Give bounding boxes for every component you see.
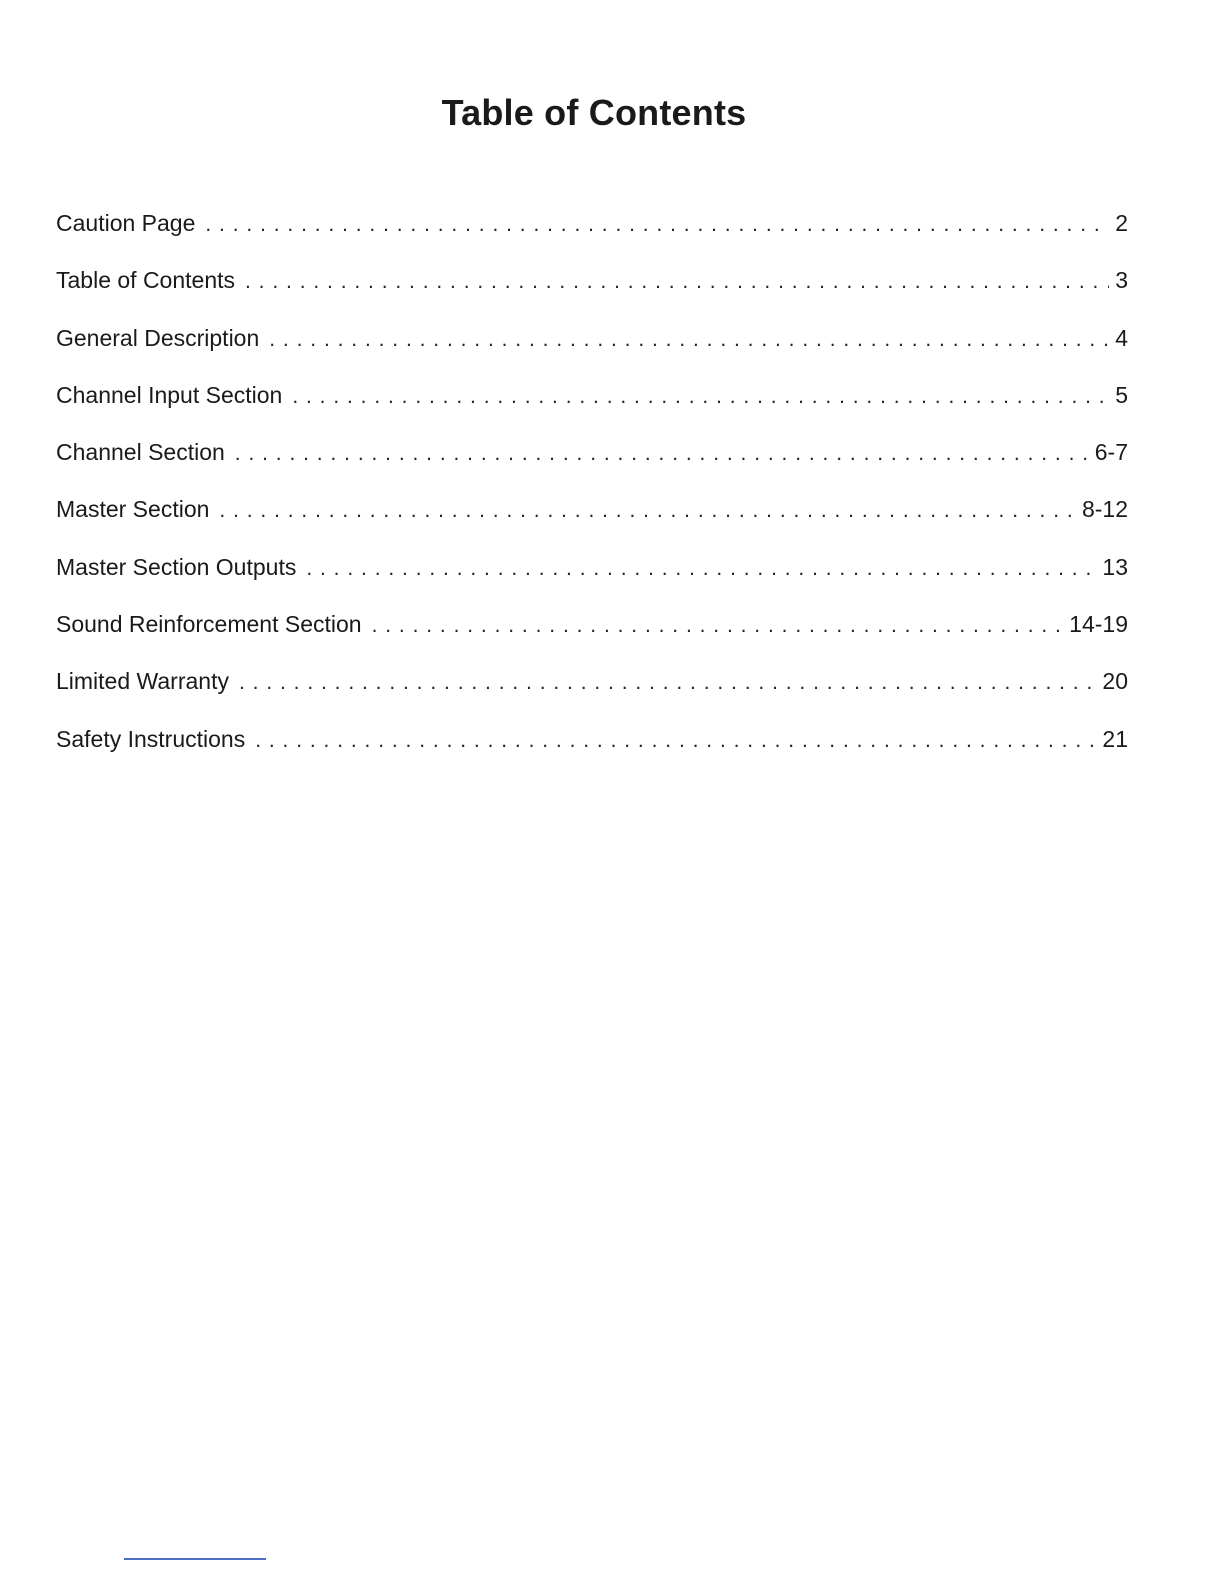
toc-entry-page: 8-12 <box>1081 496 1128 523</box>
toc-entry-label: Caution Page <box>56 210 196 236</box>
toc-entry-page: 2 <box>1115 210 1128 236</box>
dot-leader <box>219 491 1076 531</box>
toc-entry-label: Master Section <box>56 496 210 523</box>
toc-entry-page: 13 <box>1102 553 1128 580</box>
toc-entry-master-section[interactable] <box>56 489 1128 546</box>
dot-leader <box>245 262 1109 302</box>
toc-entry-label: Table of Contents <box>56 267 236 294</box>
dot-leader <box>255 721 1096 761</box>
toc-entry-safety-instructions[interactable] <box>56 719 1128 776</box>
toc-entry-general-description[interactable] <box>56 318 1128 375</box>
toc-entry-page: 6-7 <box>1094 439 1128 466</box>
dot-leader <box>205 205 1109 245</box>
footer-rule <box>124 1558 266 1560</box>
toc-entry-label: General Description <box>56 324 260 351</box>
toc-entry-page: 5 <box>1115 381 1128 408</box>
toc-entry-channel-section[interactable] <box>56 432 1128 489</box>
toc-entry-master-section-outputs[interactable] <box>56 547 1128 604</box>
toc-entry-page: 14-19 <box>1069 611 1128 638</box>
dot-leader <box>292 377 1109 417</box>
toc-entry-channel-input-section[interactable] <box>56 375 1128 432</box>
dot-leader <box>269 320 1109 360</box>
dot-leader <box>372 606 1064 646</box>
toc-entry-label: Master Section Outputs <box>56 553 297 580</box>
toc-entry-table-of-contents[interactable] <box>56 260 1128 317</box>
toc-entry-page: 21 <box>1102 725 1128 752</box>
dot-leader <box>235 434 1089 474</box>
toc-entry-page: 20 <box>1102 668 1128 695</box>
toc-entry-label: Limited Warranty <box>56 668 229 695</box>
toc-entry-label: Safety Instructions <box>56 725 246 752</box>
toc-entry-label: Channel Section <box>56 439 225 466</box>
toc-entry-label: Channel Input Section <box>56 381 283 408</box>
page-title: Table of Contents <box>441 92 747 133</box>
toc-entry-sound-reinforcement-section[interactable] <box>56 604 1128 661</box>
toc-entry-limited-warranty[interactable] <box>56 661 1128 718</box>
dot-leader <box>239 663 1096 703</box>
table-of-contents <box>56 203 1128 776</box>
toc-entry-page: 3 <box>1115 267 1128 294</box>
toc-entry-caution-page[interactable] <box>56 203 1128 260</box>
dot-leader <box>306 549 1096 589</box>
toc-entry-label: Sound Reinforcement Section <box>56 611 362 638</box>
toc-entry-page: 4 <box>1115 324 1128 351</box>
